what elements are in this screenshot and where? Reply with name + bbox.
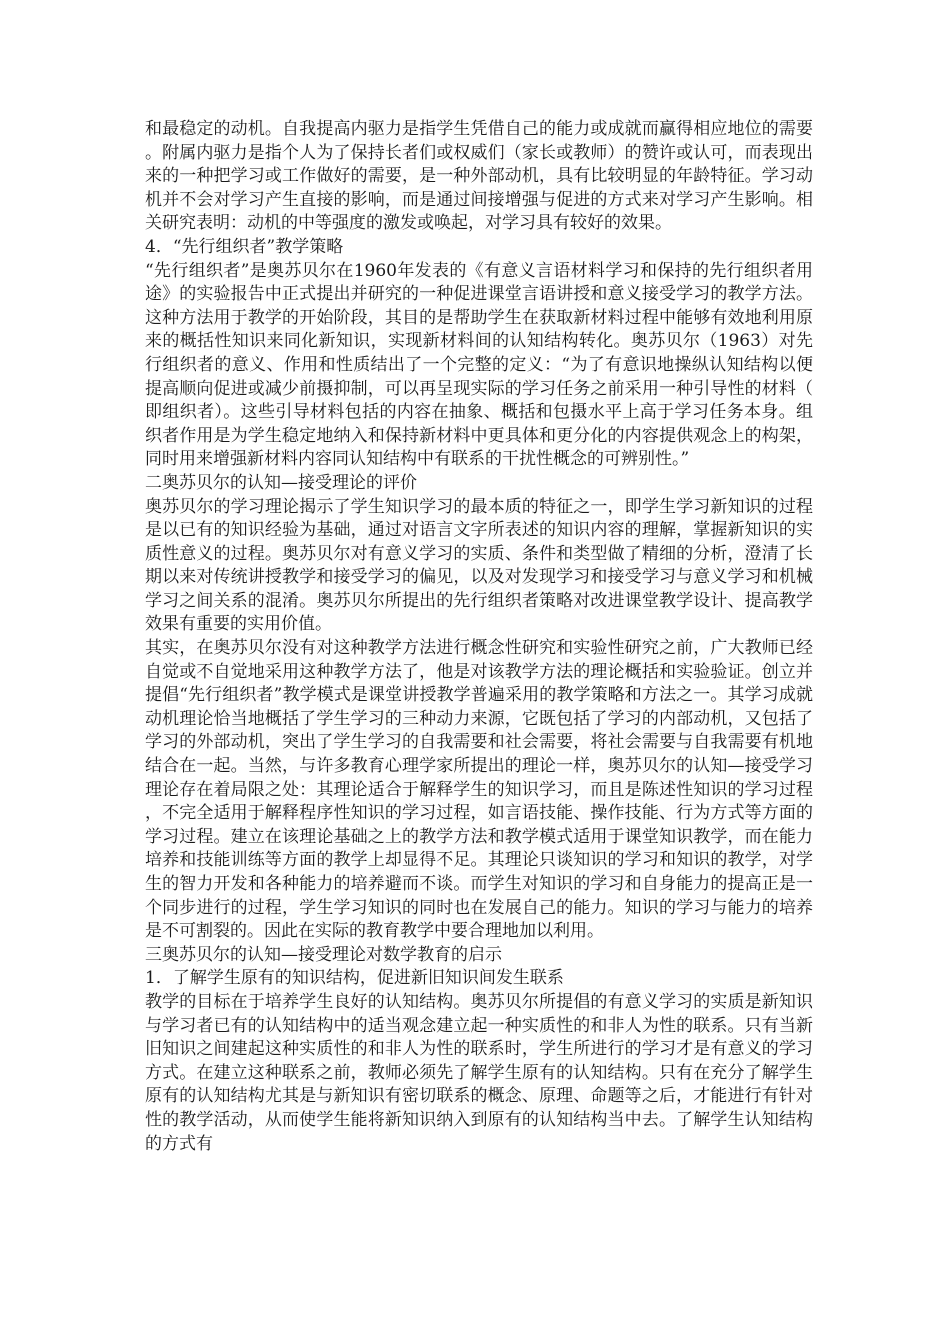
paragraph-cognitive-structure: 教学的目标在于培养学生良好的认知结构。奥苏贝尔所提倡的有意义学习的实质是新知识与学习者已有的认知结构中的适当观念建立起一种实质性的和非人为性的联系。只有当新旧知识之间建起这种实质性的和非人为性的联系时，学生所进行的学习才是有意义的学习方式。在建立这种联系之前，教师必须先了解学生原有的认知结构。只有在充分了解学生原有的认知结构尤其是与新知识有密切联系的概念、原理、命题等之后，才能进行有针对性的教学活动，从而使学生能将新知识纳入到原有的认知结构当中去。了解学生认知结构的方式有 (145, 991, 813, 1154)
paragraph-advance-organizer: “先行组织者”是奥苏贝尔在1960年发表的《有意义言语材料学习和保持的先行组织者用途》的实验报告中正式提出并研究的一种促进课堂言语讲授和意义接受学习的教学方法。这种方法用于教学的开始阶段，其目的是帮助学生在获取新材料过程中能够有效地利用原来的概括性知识来同化新知识，实现新材料间的认知结构转化。奥苏贝尔（1963）对先行组织者的意义、作用和性质结出了一个完整的定义：“为了有意识地操纵认知结构以便提高顺向促进或减少前摄抑制，可以再呈现实际的学习任务之前采用一种引导性的材料（即组织者）。这些引导材料包括的内容在抽象、概括和包摄水平上高于学习任务本身。组织者作用是为学生稳定地纳入和保持新材料中更具体和更分化的内容提供观念上的构架，同时用来增强新材料内容同认知结构中有联系的干扰性概念的可辨别性。” (145, 260, 813, 470)
heading-advance-organizer: 4．“先行组织者”教学策略 (145, 236, 344, 257)
paragraph-motivation: 和最稳定的动机。自我提高内驱力是指学生凭借自己的能力或成就而赢得相应地位的需要。附属内驱力是指个人为了保持长者们或权威们（家长或教师）的赞许或认可，而表现出来的一种把学习或工作做好的需要，是一种外部动机，具有比较明显的年龄特征。学习动机并不会对学习产生直接的影响，而是通过间接增强与促进的方式来对学习产生影响。相关研究表明：动机的中等强度的激发或唤起，对学习具有较好的效果。 (145, 119, 813, 234)
document-page (145, 118, 813, 1156)
heading-implications: 三奥苏贝尔的认知—接受理论对数学教育的启示 (145, 944, 502, 965)
heading-evaluation: 二奥苏贝尔的认知—接受理论的评价 (145, 472, 417, 493)
paragraph-evaluation: 奥苏贝尔的学习理论揭示了学生知识学习的最本质的特征之一，即学生学习新知识的过程是以已有的知识经验为基础，通过对语言文字所表述的知识内容的理解，掌握新知识的实质性意义的过程。奥苏贝尔对有意义学习的实质、条件和类型做了精细的分析，澄清了长期以来对传统讲授教学和接受学习的偏见，以及对发现学习和接受学习与意义学习和机械学习之间关系的混淆。奥苏贝尔所提出的先行组织者策略对改进课堂教学设计、提高教学效果有重要的实用价值。 (145, 496, 813, 635)
paragraph-limitations: 其实，在奥苏贝尔没有对这种教学方法进行概念性研究和实验性研究之前，广大教师已经自觉或不自觉地采用这种教学方法了，他是对该教学方法的理论概括和实验验证。创立并提倡“先行组织者”教学模式是课堂讲授教学普遍采用的教学策略和方法之一。其学习成就动机理论恰当地概括了学生学习的三种动力来源，它既包括了学习的内部动机，又包括了学习的外部动机，突出了学生学习的自我需要和社会需要，将社会需要与自我需要有机地结合在一起。当然，与许多教育心理学家所提出的理论一样，奥苏贝尔的认知—接受学习理论存在着局限之处：其理论适合于解释学生的知识学习，而且是陈述性知识的学习过程，不完全适用于解释程序性知识的学习过程，如言语技能、操作技能、行为方式等方面的学习过程。建立在该理论基础之上的教学方法和教学模式适用于课堂知识教学，而在能力培养和技能训练等方面的教学上却显得不足。其理论只谈知识的学习和知识的教学，对学生的智力开发和各种能力的培养避而不谈。而学生对知识的学习和自身能力的提高正是一个同步进行的过程，学生学习知识的同时也在发展自己的能力。知识的学习与能力的培养是不可割裂的。因此在实际的教育教学中要合理地加以利用。 (145, 638, 813, 942)
heading-cognitive-structure: 1．了解学生原有的知识结构，促进新旧知识间发生联系 (145, 968, 564, 989)
